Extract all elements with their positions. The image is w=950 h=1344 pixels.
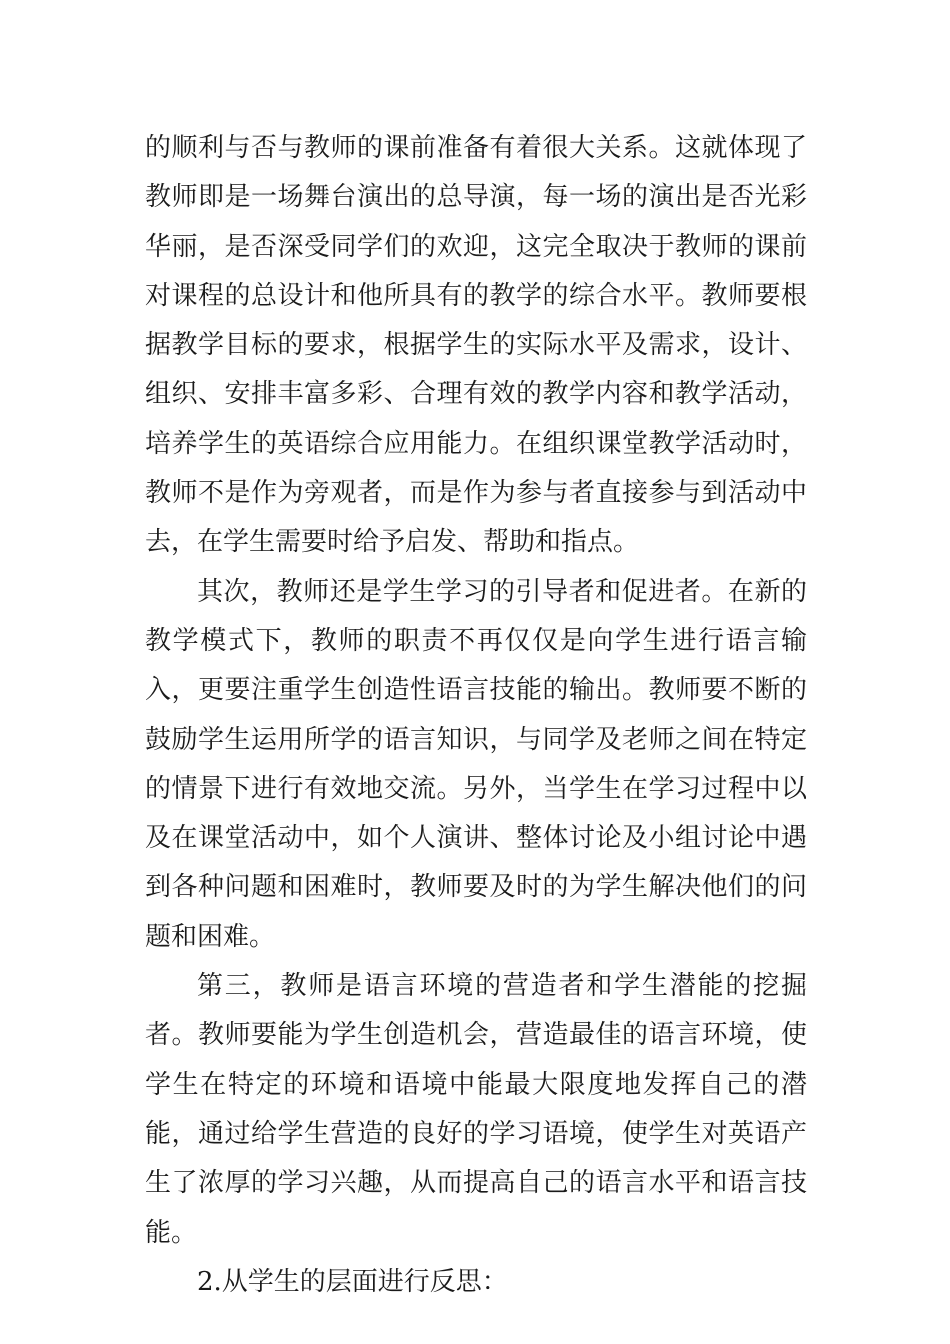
paragraph-continuation: 的顺利与否与教师的课前准备有着很大关系。这就体现了教师即是一场舞台演出的总导演，每一场的演出是否光彩华丽，是否深受同学们的欢迎，这完全取决于教师的课前对课程的总设计和他所具有的教学的综合水平。教师要根据教学目标的要求，根据学生的实际水平及需求，设计、组织、安排丰富多彩、合理有效的教学内容和教学活动，培养学生的英语综合应用能力。在组织课堂教学活动时，教师不是作为旁观者，而是作为参与者直接参与到活动中去，在学生需要时给予启发、帮助和指点。 [145, 133, 807, 558]
body-text [145, 124, 807, 1307]
paragraph-secondly: 其次，教师还是学生学习的引导者和促进者。在新的教学模式下，教师的职责不再仅仅是向学生进行语言输入，更要注重学生创造性语言技能的输出。教师要不断的鼓励学生运用所学的语言知识，与同学及老师之间在特定的情景下进行有效地交流。另外，当学生在学习过程中以及在课堂活动中，如个人演讲、整体讨论及小组讨论中遇到各种问题和困难时，教师要及时的为学生解决他们的问题和困难。 [145, 576, 807, 952]
section-heading: 2.从学生的层面进行反思： [197, 1266, 508, 1297]
paragraph-thirdly: 第三，教师是语言环境的营造者和学生潜能的挖掘者。教师要能为学生创造机会，营造最佳的语言环境，使学生在特定的环境和语境中能最大限度地发挥自己的潜能，通过给学生营造的良好的学习语境，使学生对英语产生了浓厚的学习兴趣，从而提高自己的语言水平和语言技能。 [145, 971, 807, 1248]
